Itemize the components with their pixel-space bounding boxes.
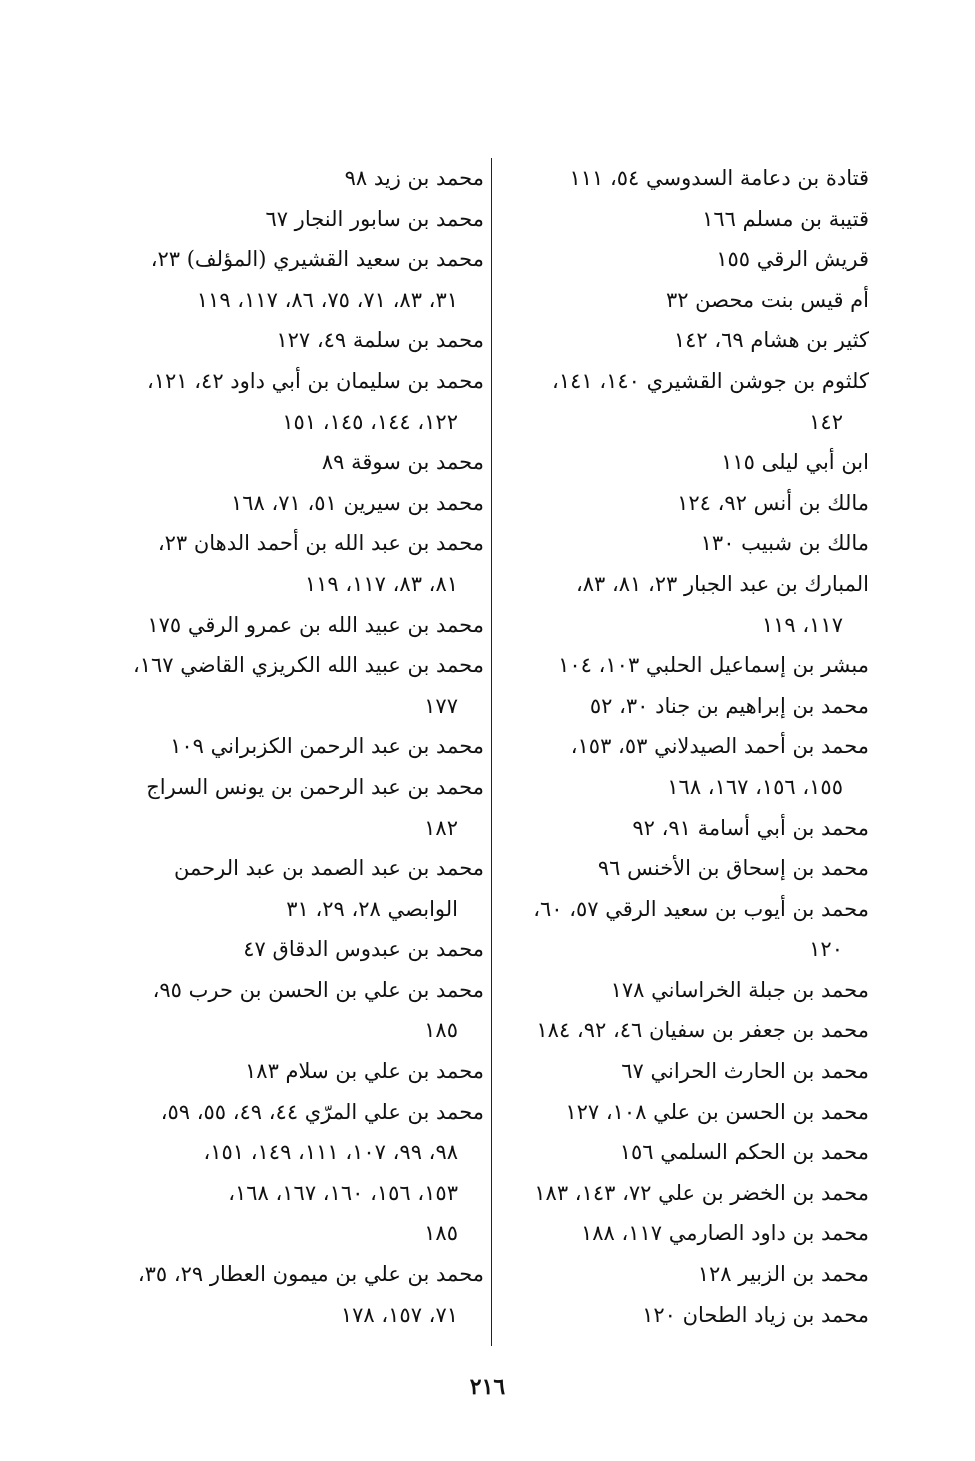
index-entry [512,564,869,645]
index-entry-text: محمد بن سيرين ٥١، ٧١، ١٦٨ [230,490,484,515]
index-entry-pages-continued: ١٥٣، ١٥٦، ١٦٠، ١٦٧، ١٦٨، [228,1180,458,1205]
index-entry-text: قتيبة بن مسلم ١٦٦ [702,206,869,231]
index-entry-text: محمد بن أيوب بن سعيد الرقي ٥٧، ٦٠، [533,896,869,921]
index-entry-pages-continued: ١٤٢ [809,409,843,434]
index-entry-text: محمد بن جعفر بن سفيان ٤٦، ٩٢، ١٨٤ [536,1018,869,1043]
index-entry-text: محمد بن عبد الله بن أحمد الدهان ٢٣، [157,531,484,556]
index-entry [112,767,484,848]
index-entry-text: محمد بن علي المرّي ٤٤، ٤٩، ٥٥، ٥٩، [160,1099,484,1124]
index-entry [112,645,484,726]
index-entry [512,280,869,321]
index-entry [512,483,869,524]
index-entry [112,970,484,1051]
index-entry-text: محمد بن عبيد الله بن عمرو الرقي ١٧٥ [147,612,484,637]
index-entry-text: محمد بن الحسن بن علي ١٠٨، ١٢٧ [565,1099,869,1124]
index-entry-text: محمد بن زياد الطحان ١٢٠ [642,1302,869,1327]
index-entry-text: محمد بن سلمة ٤٩، ١٢٧ [276,328,484,353]
index-entry-pages-continued: ٧١، ١٥٧، ١٧٨ [340,1302,458,1327]
index-entry-text: محمد بن زيد ٩٨ [344,166,484,190]
index-entry [112,361,484,442]
index-entry [512,1295,869,1336]
index-entry [112,199,484,240]
index-entry-text: مبشر بن إسماعيل الحلبي ١٠٣، ١٠٤ [558,653,869,678]
index-entry-text: محمد بن علي بن سلام ١٨٣ [245,1059,484,1084]
index-entry [112,1051,484,1092]
index-entry [112,158,484,199]
index-entry [512,158,869,199]
index-entry-text: محمد بن عبد الصمد بن عبد الرحمن [174,856,484,881]
page-number: ٢١٦ [469,1374,506,1400]
index-entry [112,483,484,524]
index-entry-pages-continued: ١٢٢، ١٤٤، ١٤٥، ١٥١ [282,409,458,434]
index-entry [112,726,484,767]
index-entry [512,199,869,240]
index-entry-text: محمد بن عبيد الله الكريزي القاضي ١٦٧، [132,653,484,678]
index-entry-text: محمد بن الحكم السلمي ١٥٦ [619,1140,869,1165]
index-entry-text: محمد بن الزبير ١٢٨ [697,1262,869,1287]
index-entry [512,442,869,483]
index-entry [512,1092,869,1133]
index-entry-text: محمد بن سابور النجار ٦٧ [265,206,484,231]
index-entry [512,239,869,280]
index-entry-text: محمد بن أبي أسامة ٩١، ٩٢ [632,815,869,840]
index-entry-text: محمد بن إسحاق بن الأخنس ٩٦ [597,856,869,881]
index-entry [112,239,484,320]
index-entry-pages-continued: ١٨٥ [424,1018,458,1043]
index-entry-text: محمد بن سوقة ٨٩ [321,450,484,475]
index-entry-text: محمد بن الخضر بن علي ٧٢، ١٤٣، ١٨٣ [534,1180,869,1205]
index-entry [512,726,869,807]
index-entry [512,1254,869,1295]
index-entry [512,848,869,889]
index-entry [512,1213,869,1254]
index-entry [512,1173,869,1214]
index-entry-text: ابن أبي ليلى ١١٥ [721,450,869,475]
index-entry [512,645,869,686]
index-entry [512,1132,869,1173]
index-entry-text: محمد بن أحمد الصيدلاني ٥٣، ١٥٣، [570,734,869,759]
index-entry-text: قريش الرقي ١٥٥ [716,247,869,272]
index-entry-text: محمد بن سليمان بن أبي داود ٤٢، ١٢١، [146,368,484,393]
index-entry-text: محمد بن عبد الرحمن الكزبراني ١٠٩ [170,734,484,759]
index-entry-text: كثير بن هشام ٦٩، ١٤٢ [673,328,869,353]
index-entry-text: كلثوم بن جوشن القشيري ١٤٠، ١٤١، [552,368,869,393]
index-entry [112,320,484,361]
index-entry [512,808,869,849]
index-entry [112,605,484,646]
index-entry-text: أم قيس بنت محصن ٣٢ [665,287,869,312]
index-entry-text: محمد بن سعيد القشيري (المؤلف) ٢٣، [150,247,484,272]
index-entry-text: محمد بن عبدوس الدقاق ٤٧ [243,937,484,962]
index-entry-pages-continued: ١٨٢ [424,815,458,840]
index-entry [512,889,869,970]
index-entry [112,1254,484,1335]
index-column-left [112,158,484,1335]
index-entry-text: مالك بن شبيب ١٣٠ [700,531,869,556]
index-entry-text: محمد بن إبراهيم بن جناد ٣٠، ٥٢ [589,693,869,718]
index-entry-text: محمد بن داود الصارمي ١١٧، ١٨٨ [580,1221,869,1246]
index-entry [512,1010,869,1051]
index-entry [512,320,869,361]
index-entry-pages-continued: ٣١، ٨٣، ٧١، ٧٥، ٨٦، ١١٧، ١١٩ [196,287,458,312]
index-entry-pages-continued: ١٨٥ [424,1221,458,1246]
index-entry-pages-continued: ١١٧، ١١٩ [761,612,843,637]
index-entry [512,523,869,564]
index-entry [512,361,869,442]
index-entry-text: المبارك بن عبد الجبار ٢٣، ٨١، ٨٣، [575,571,869,596]
index-entry-text: محمد بن جبلة الخراساني ١٧٨ [610,977,869,1002]
index-entry-pages-continued: ٩٨، ٩٩، ١٠٧، ١١١، ١٤٩، ١٥١، [203,1140,458,1165]
index-entry-text: محمد بن علي بن ميمون العطار ٢٩، ٣٥، [137,1262,484,1287]
index-entry-text: محمد بن عبد الرحمن بن يونس السراج [146,774,484,799]
index-entry-pages-continued: ١٧٧ [424,693,458,718]
index-entry [512,1051,869,1092]
index-entry [112,1092,484,1254]
index-entry [112,442,484,483]
index-entry-pages-continued: ٨١، ٨٣، ١١٧، ١١٩ [304,571,458,596]
index-entry [512,970,869,1011]
index-entry [512,686,869,727]
index-entry-text: مالك بن أنس ٩٢، ١٢٤ [677,490,869,515]
index-entry-text: محمد بن الحارث الحراني ٦٧ [621,1059,869,1084]
index-column-right [512,158,869,1335]
index-entry [112,523,484,604]
column-divider [491,158,492,1346]
index-entry-text: محمد بن علي بن الحسن بن حرب ٩٥، [152,977,484,1002]
index-entry-pages-continued: ١٥٥، ١٥٦، ١٦٧، ١٦٨ [667,774,843,799]
index-entry-pages-continued: الوابصي ٢٨، ٢٩، ٣١ [286,896,458,921]
index-entry [112,929,484,970]
index-entry-text: قتادة بن دعامة السدوسي ٥٤، ١١١ [569,166,869,190]
index-entry [112,848,484,929]
index-entry-pages-continued: ١٢٠ [809,937,843,962]
